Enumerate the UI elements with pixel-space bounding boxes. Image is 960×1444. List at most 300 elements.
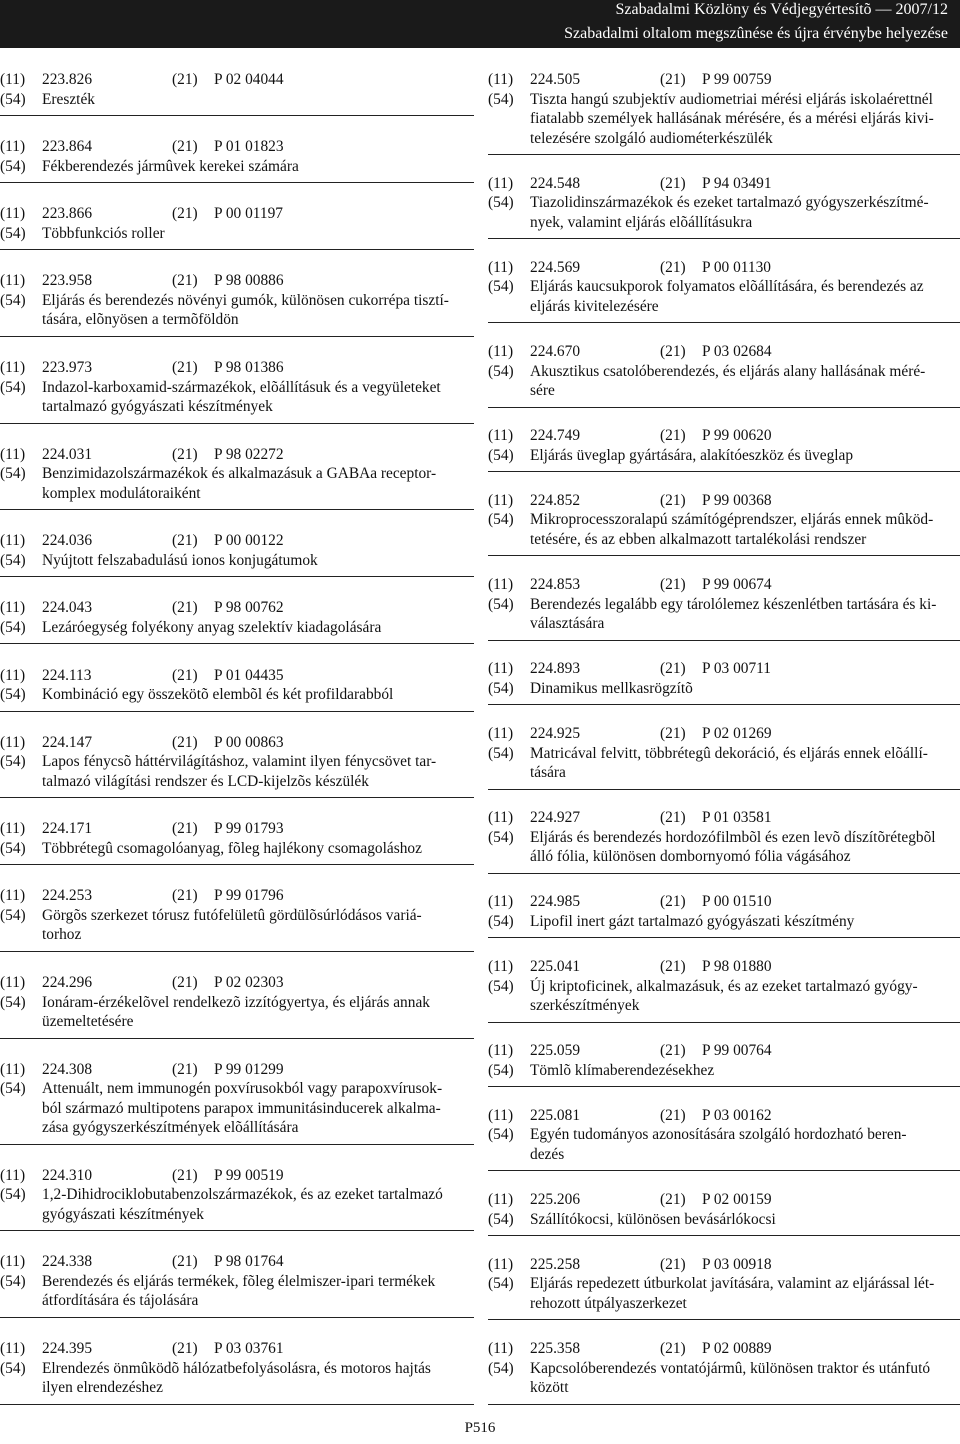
field-code-54: (54) xyxy=(0,224,26,242)
entry-title-row xyxy=(488,595,960,615)
entry-id-row xyxy=(488,174,960,194)
field-code-11: (11) xyxy=(0,820,26,838)
entry-divider xyxy=(488,471,960,472)
field-code-11: (11) xyxy=(488,1042,514,1060)
entry-title-row xyxy=(488,381,960,401)
patent-title-line: Ereszték xyxy=(42,90,95,108)
field-code-54: (54) xyxy=(488,977,514,995)
patent-title-line: Eljárás és berendezés hordozófilmbõl és ezen levõ díszítõrétegbõl xyxy=(530,828,936,846)
field-code-21: (21) xyxy=(172,1060,198,1078)
patent-title-line: átfordítására és tájolására xyxy=(42,1292,199,1310)
field-code-54: (54) xyxy=(488,1126,514,1144)
patent-title-line: Matricával felvitt, többrétegû dekoráció, és eljárás ennek elõállí- xyxy=(530,744,928,762)
field-code-11: (11) xyxy=(488,1255,514,1273)
entry-title-row xyxy=(0,1291,474,1311)
entry-divider xyxy=(488,1086,960,1087)
entry-title-row xyxy=(0,224,474,244)
field-code-54: (54) xyxy=(488,828,514,846)
entry-divider xyxy=(0,643,474,644)
field-code-21: (21) xyxy=(660,958,686,976)
entry-title-row xyxy=(0,1079,474,1099)
field-code-21: (21) xyxy=(660,1340,686,1357)
entry-id-row xyxy=(488,342,960,362)
field-code-11: (11) xyxy=(0,1340,26,1357)
journal-title: Szabadalmi Közlöny és Védjegyértesítõ — 2007/12 xyxy=(615,1,948,18)
patent-title-line: Új kriptoficinek, alkalmazásuk, és az ezeket tartalmazó gyógy- xyxy=(530,977,918,995)
entry-divider xyxy=(0,115,474,116)
entry-title-row xyxy=(0,925,474,945)
field-code-11: (11) xyxy=(488,809,514,827)
patent-title-line: üzemeltetésére xyxy=(42,1013,134,1030)
patent-title-line: Lipofil inert gázt tartalmazó gyógyászati készítmény xyxy=(530,912,855,930)
patent-title-line: Attenuált, nem immunogén poxvírusokból vagy parapoxvírusok- xyxy=(42,1080,443,1098)
entry-title-row xyxy=(488,1274,960,1294)
entry-id-row xyxy=(0,137,474,157)
patent-entry xyxy=(488,70,960,155)
entry-id-row xyxy=(488,659,960,679)
patent-entry xyxy=(488,1190,960,1236)
patent-title-line: szerkészítmények xyxy=(530,997,640,1015)
entry-title-row xyxy=(488,996,960,1016)
entry-title-row xyxy=(488,847,960,867)
patent-title-line: Tiazolidinszármazékok és ezeket tartalmazó gyógyszerkészítmé- xyxy=(530,194,929,212)
entry-title-row xyxy=(0,291,474,311)
field-code-54: (54) xyxy=(0,465,26,483)
patent-title-line: Dinamikus mellkasrögzítõ xyxy=(530,679,693,697)
entry-title-row xyxy=(488,828,960,848)
application-number: P 94 03491 xyxy=(702,174,772,192)
patent-number: 224.395 xyxy=(42,1340,93,1357)
field-code-54 xyxy=(0,310,42,330)
entry-title-row xyxy=(0,90,474,110)
field-code-11: (11) xyxy=(488,958,514,976)
entry-title-row xyxy=(488,90,960,110)
patent-title-line: Görgõs szerkezet tórusz futófelületû gördülõsúrlódásos variá- xyxy=(42,906,422,924)
entry-title-row xyxy=(0,1272,474,1292)
field-code-54: (54) xyxy=(488,362,514,380)
application-number: P 00 01130 xyxy=(702,258,771,276)
entry-id-row xyxy=(488,258,960,278)
field-code-54 xyxy=(488,1294,530,1314)
patent-number: 225.206 xyxy=(530,1191,581,1209)
entry-divider xyxy=(488,937,960,938)
field-code-54: (54) xyxy=(488,90,514,108)
patent-title-line: választására xyxy=(530,615,605,633)
patent-title-line: Eljárás üveglap gyártására, alakítóeszköz és üveglap xyxy=(530,446,854,464)
field-code-21: (21) xyxy=(660,660,686,678)
patent-number: 224.036 xyxy=(42,532,93,550)
field-code-54: (54) xyxy=(0,378,26,396)
entry-id-row xyxy=(0,819,474,839)
patent-title-line: Berendezés legalább egy tárolólemez készenlétben tartására és ki- xyxy=(530,595,937,613)
patent-entry xyxy=(488,659,960,705)
entry-id-row xyxy=(0,598,474,618)
entry-divider xyxy=(488,154,960,155)
field-code-54: (54) xyxy=(0,1186,26,1204)
patent-number: 224.925 xyxy=(530,725,581,742)
patent-title-line: talmazó világítási rendszer és LCD-kijelzõs készülék xyxy=(42,772,369,790)
field-code-21: (21) xyxy=(660,1255,686,1273)
patent-title-line: Szállítókocsi, különösen bevásárlókocsi xyxy=(530,1210,776,1228)
field-code-54: (54) xyxy=(0,1272,26,1290)
patent-title-line: között xyxy=(530,1379,569,1396)
application-number: P 03 00918 xyxy=(702,1255,772,1273)
field-code-54 xyxy=(0,1378,42,1398)
entry-id-row xyxy=(0,973,474,993)
field-code-54 xyxy=(0,925,42,945)
patent-title-line: ilyen elrendezéshez xyxy=(42,1379,163,1396)
application-number: P 98 00886 xyxy=(214,272,284,290)
application-number: P 02 01269 xyxy=(702,725,772,742)
field-code-11: (11) xyxy=(0,1253,26,1271)
patent-title-line: 1,2-Dihidrociklobutabenzolszármazékok, és az ezeket tartalmazó xyxy=(42,1186,443,1204)
patent-entry xyxy=(0,358,474,424)
entry-id-row xyxy=(0,271,474,291)
entry-title-row xyxy=(488,510,960,530)
field-code-21: (21) xyxy=(172,532,198,550)
entry-title-row xyxy=(0,484,474,504)
field-code-54: (54) xyxy=(488,744,514,762)
field-code-54: (54) xyxy=(488,511,514,529)
patent-number: 224.569 xyxy=(530,258,581,276)
patent-title-line: tetésére, és az ebben alkalmazott tartalékolási rendszer xyxy=(530,530,867,548)
entry-title-row xyxy=(488,744,960,764)
application-number: P 98 01880 xyxy=(702,958,772,976)
field-code-21: (21) xyxy=(172,733,198,751)
patent-number: 224.670 xyxy=(530,343,581,361)
patent-title-line: torhoz xyxy=(42,926,82,944)
patent-title-line: Lezáróegység folyékony anyag szelektív kiadagolására xyxy=(42,618,382,636)
entry-title-row xyxy=(0,1378,474,1398)
field-code-21: (21) xyxy=(660,1106,686,1124)
entry-title-row xyxy=(488,679,960,699)
field-code-54: (54) xyxy=(488,679,514,697)
field-code-54: (54) xyxy=(0,993,26,1011)
patent-number: 224.296 xyxy=(42,974,93,991)
field-code-54 xyxy=(488,996,530,1016)
patent-title-line: Benzimidazolszármazékok és alkalmazásuk a GABAa receptor- xyxy=(42,465,437,483)
patent-entry xyxy=(0,445,474,511)
patent-entry xyxy=(488,342,960,408)
field-code-54: (54) xyxy=(0,686,26,703)
field-code-54: (54) xyxy=(0,618,26,636)
application-number: P 99 01299 xyxy=(214,1060,284,1078)
field-code-54: (54) xyxy=(488,1210,514,1228)
field-code-11: (11) xyxy=(0,205,26,223)
field-code-21: (21) xyxy=(660,71,686,88)
patent-title-line: Elrendezés önmûködõ hálózatbefolyásolásra, és motoros hajtás xyxy=(42,1359,431,1377)
entry-id-row xyxy=(488,1255,960,1275)
field-code-21: (21) xyxy=(172,71,198,88)
field-code-21: (21) xyxy=(172,205,198,223)
entry-divider xyxy=(488,704,960,705)
field-code-11: (11) xyxy=(488,427,514,445)
field-code-21: (21) xyxy=(172,666,198,684)
application-number: P 99 01796 xyxy=(214,887,284,905)
entry-id-row xyxy=(0,531,474,551)
application-number: P 99 00674 xyxy=(702,576,772,594)
field-code-54 xyxy=(0,1099,42,1119)
field-code-11: (11) xyxy=(0,272,26,290)
application-number: P 02 02303 xyxy=(214,974,284,991)
field-code-54: (54) xyxy=(0,551,26,569)
entry-divider xyxy=(0,423,474,424)
field-code-54: (54) xyxy=(488,1275,514,1293)
application-number: P 01 01823 xyxy=(214,138,284,156)
application-number: P 99 00368 xyxy=(702,491,772,509)
entry-divider xyxy=(0,864,474,865)
patent-number: 224.253 xyxy=(42,887,93,905)
field-code-21: (21) xyxy=(660,258,686,276)
field-code-54 xyxy=(0,772,42,792)
patent-entry xyxy=(488,1339,960,1405)
field-code-54: (54) xyxy=(0,1359,26,1377)
application-number: P 98 01386 xyxy=(214,359,284,376)
application-number: P 01 04435 xyxy=(214,666,284,684)
entry-id-row xyxy=(488,491,960,511)
application-number: P 03 03761 xyxy=(214,1340,284,1357)
entry-title-row xyxy=(488,109,960,129)
application-number: P 00 01510 xyxy=(702,893,772,911)
entry-id-row xyxy=(0,70,474,90)
entry-id-row xyxy=(0,733,474,753)
patent-title-line: sére xyxy=(530,382,555,400)
patent-number: 224.749 xyxy=(530,427,581,445)
patent-title-line: Eljárás és berendezés növényi gumók, különösen cukorrépa tisztí- xyxy=(42,291,449,309)
entry-title-row xyxy=(488,977,960,997)
entry-divider xyxy=(0,509,474,510)
field-code-54: (54) xyxy=(0,90,26,108)
application-number: P 00 00863 xyxy=(214,733,284,751)
entry-divider xyxy=(488,1235,960,1236)
entry-divider xyxy=(0,1144,474,1145)
entry-title-row xyxy=(488,1061,960,1081)
entry-title-row xyxy=(0,618,474,638)
entry-id-row xyxy=(488,426,960,446)
entry-id-row xyxy=(488,957,960,977)
patent-number: 224.031 xyxy=(42,445,93,463)
field-code-54: (54) xyxy=(0,1080,26,1098)
patent-title-line: Eljárás kaucsukporok folyamatos elõállítására, és berendezés az xyxy=(530,278,924,296)
patent-number: 223.826 xyxy=(42,71,93,88)
patent-title-line: Tiszta hangú szubjektív audiometriai mérési eljárás iskolaérettnél xyxy=(530,90,933,108)
section-title: Szabadalmi oltalom megszûnése és újra érvénybe helyezése xyxy=(564,25,948,42)
patent-entry xyxy=(488,174,960,240)
patent-entry xyxy=(0,70,474,116)
patent-entry xyxy=(0,1252,474,1318)
entry-title-row xyxy=(0,1012,474,1032)
field-code-54: (54) xyxy=(0,906,26,924)
entry-title-row xyxy=(0,378,474,398)
entry-title-row xyxy=(488,1359,960,1379)
patent-number: 225.041 xyxy=(530,958,581,976)
patent-title-line: tására xyxy=(530,764,566,781)
entry-title-row xyxy=(0,752,474,772)
entry-divider xyxy=(488,555,960,556)
patent-number: 225.059 xyxy=(530,1042,581,1060)
field-code-54: (54) xyxy=(488,1061,514,1079)
field-code-11: (11) xyxy=(0,1060,26,1078)
entry-divider xyxy=(0,1230,474,1231)
entry-title-row xyxy=(488,362,960,382)
patent-title-line: Nyújtott felszabadulású ionos konjugátumok xyxy=(42,551,318,569)
entry-divider xyxy=(488,873,960,874)
application-number: P 02 00159 xyxy=(702,1191,772,1209)
page-header xyxy=(0,0,960,48)
application-number: P 03 00711 xyxy=(702,660,771,678)
field-code-11: (11) xyxy=(488,1191,514,1209)
patent-entry xyxy=(0,819,474,865)
patent-number: 225.081 xyxy=(530,1106,581,1124)
field-code-11: (11) xyxy=(0,974,26,991)
field-code-11: (11) xyxy=(488,491,514,509)
entry-divider xyxy=(488,640,960,641)
patent-number: 223.864 xyxy=(42,138,93,156)
patent-entry xyxy=(0,204,474,250)
application-number: P 02 00889 xyxy=(702,1340,772,1357)
entry-title-row xyxy=(0,157,474,177)
patent-number: 224.853 xyxy=(530,576,581,594)
entry-title-row xyxy=(0,551,474,571)
patent-entry xyxy=(488,892,960,938)
patent-entry xyxy=(488,808,960,874)
entry-divider xyxy=(0,249,474,250)
patent-title-line: Indazol-karboxamid-származékok, elõállításuk és a vegyületeket xyxy=(42,378,441,396)
field-code-54 xyxy=(488,614,530,634)
patent-entry xyxy=(488,957,960,1023)
field-code-21: (21) xyxy=(660,725,686,742)
field-code-54: (54) xyxy=(0,291,26,309)
entry-id-row xyxy=(488,724,960,744)
field-code-21: (21) xyxy=(172,599,198,617)
patent-title-line: Egyén tudományos azonosítására szolgáló hordozható beren- xyxy=(530,1126,907,1144)
entry-divider xyxy=(0,576,474,577)
patent-title-line: Tömlõ klímaberendezésekhez xyxy=(530,1061,715,1079)
field-code-54: (54) xyxy=(0,157,26,175)
patent-title-line: Ionáram-érzékelõvel rendelkezõ izzítógyertya, és eljárás annak xyxy=(42,993,430,1011)
entry-divider xyxy=(488,1022,960,1023)
entry-divider xyxy=(0,797,474,798)
application-number: P 99 00519 xyxy=(214,1166,284,1184)
entry-title-row xyxy=(0,464,474,484)
entry-title-row xyxy=(0,1185,474,1205)
application-number: P 01 03581 xyxy=(702,809,772,827)
field-code-21: (21) xyxy=(660,576,686,594)
entry-id-row xyxy=(488,575,960,595)
patent-entry xyxy=(488,258,960,324)
field-code-21: (21) xyxy=(172,1340,198,1357)
field-code-54 xyxy=(488,213,530,233)
field-code-54 xyxy=(488,381,530,401)
entry-divider xyxy=(488,322,960,323)
field-code-21: (21) xyxy=(172,445,198,463)
patent-entry xyxy=(488,1041,960,1087)
entry-title-row xyxy=(488,614,960,634)
field-code-11: (11) xyxy=(0,733,26,751)
field-code-11: (11) xyxy=(0,599,26,617)
entry-id-row xyxy=(488,892,960,912)
field-code-21: (21) xyxy=(660,809,686,827)
patent-title-line: nyek, valamint eljárás elõállításukra xyxy=(530,213,753,231)
patent-entry xyxy=(488,724,960,790)
application-number: P 98 00762 xyxy=(214,599,284,617)
entry-title-row xyxy=(0,310,474,330)
patent-title-line: Fékberendezés jármûvek kerekei számára xyxy=(42,157,299,175)
entry-id-row xyxy=(488,1106,960,1126)
entry-id-row xyxy=(0,666,474,686)
entry-title-row xyxy=(488,1378,960,1398)
patent-number: 224.308 xyxy=(42,1060,93,1078)
patent-title-line: eljárás kivitelezésére xyxy=(530,297,659,315)
patent-title-line: tására, elõnyösen a termõföldön xyxy=(42,311,239,329)
entry-divider xyxy=(0,951,474,952)
field-code-11: (11) xyxy=(0,666,26,684)
field-code-21: (21) xyxy=(172,138,198,156)
patent-title-line: ból származó multipotens parapox immunitásinducerek alkalma- xyxy=(42,1099,441,1117)
entry-id-row xyxy=(0,358,474,378)
patent-title-line: Többfunkciós roller xyxy=(42,224,165,242)
patent-title-line: Eljárás repedezett útburkolat javítására, valamint az eljárással lét- xyxy=(530,1275,935,1293)
field-code-11: (11) xyxy=(0,138,26,156)
field-code-21: (21) xyxy=(660,1191,686,1209)
field-code-21: (21) xyxy=(172,359,198,376)
entry-divider xyxy=(0,336,474,337)
field-code-54 xyxy=(0,1118,42,1138)
entry-title-row xyxy=(488,763,960,783)
patent-number: 224.310 xyxy=(42,1166,93,1184)
application-number: P 03 00162 xyxy=(702,1106,772,1124)
patent-number: 225.358 xyxy=(530,1340,581,1357)
entry-divider xyxy=(488,1404,960,1405)
patent-entry xyxy=(0,733,474,799)
patent-number: 224.548 xyxy=(530,174,581,192)
patent-title-line: Akusztikus csatolóberendezés, és eljárás alany hallásának méré- xyxy=(530,362,926,380)
entry-title-row xyxy=(0,906,474,926)
field-code-11: (11) xyxy=(488,725,514,742)
field-code-54: (54) xyxy=(0,839,26,857)
entry-divider xyxy=(488,1170,960,1171)
field-code-21: (21) xyxy=(660,174,686,192)
field-code-21: (21) xyxy=(660,427,686,445)
patent-entry xyxy=(0,531,474,577)
field-code-11: (11) xyxy=(488,71,514,88)
field-code-11: (11) xyxy=(488,174,514,192)
patent-title-line: Kombináció egy összekötõ elembõl és két profildarabból xyxy=(42,686,394,703)
field-code-11: (11) xyxy=(0,532,26,550)
field-code-54 xyxy=(488,129,530,149)
field-code-11: (11) xyxy=(488,258,514,276)
application-number: P 98 01764 xyxy=(214,1253,284,1271)
entry-id-row xyxy=(0,445,474,465)
entry-title-row xyxy=(0,993,474,1013)
field-code-54 xyxy=(488,109,530,129)
entry-id-row xyxy=(0,886,474,906)
application-number: P 99 00764 xyxy=(702,1042,772,1060)
field-code-54 xyxy=(0,397,42,417)
entry-title-row xyxy=(488,129,960,149)
entry-title-row xyxy=(488,530,960,550)
field-code-11: (11) xyxy=(488,660,514,678)
field-code-11: (11) xyxy=(488,1106,514,1124)
field-code-54 xyxy=(0,1291,42,1311)
patent-title-line: álló fólia, különösen dombornyomó fólia vágásához xyxy=(530,848,851,866)
entry-title-row xyxy=(0,839,474,859)
entry-title-row xyxy=(488,297,960,317)
patent-number: 224.852 xyxy=(530,491,581,509)
entry-id-row xyxy=(488,1339,960,1359)
field-code-11: (11) xyxy=(0,887,26,905)
entry-title-row xyxy=(488,277,960,297)
